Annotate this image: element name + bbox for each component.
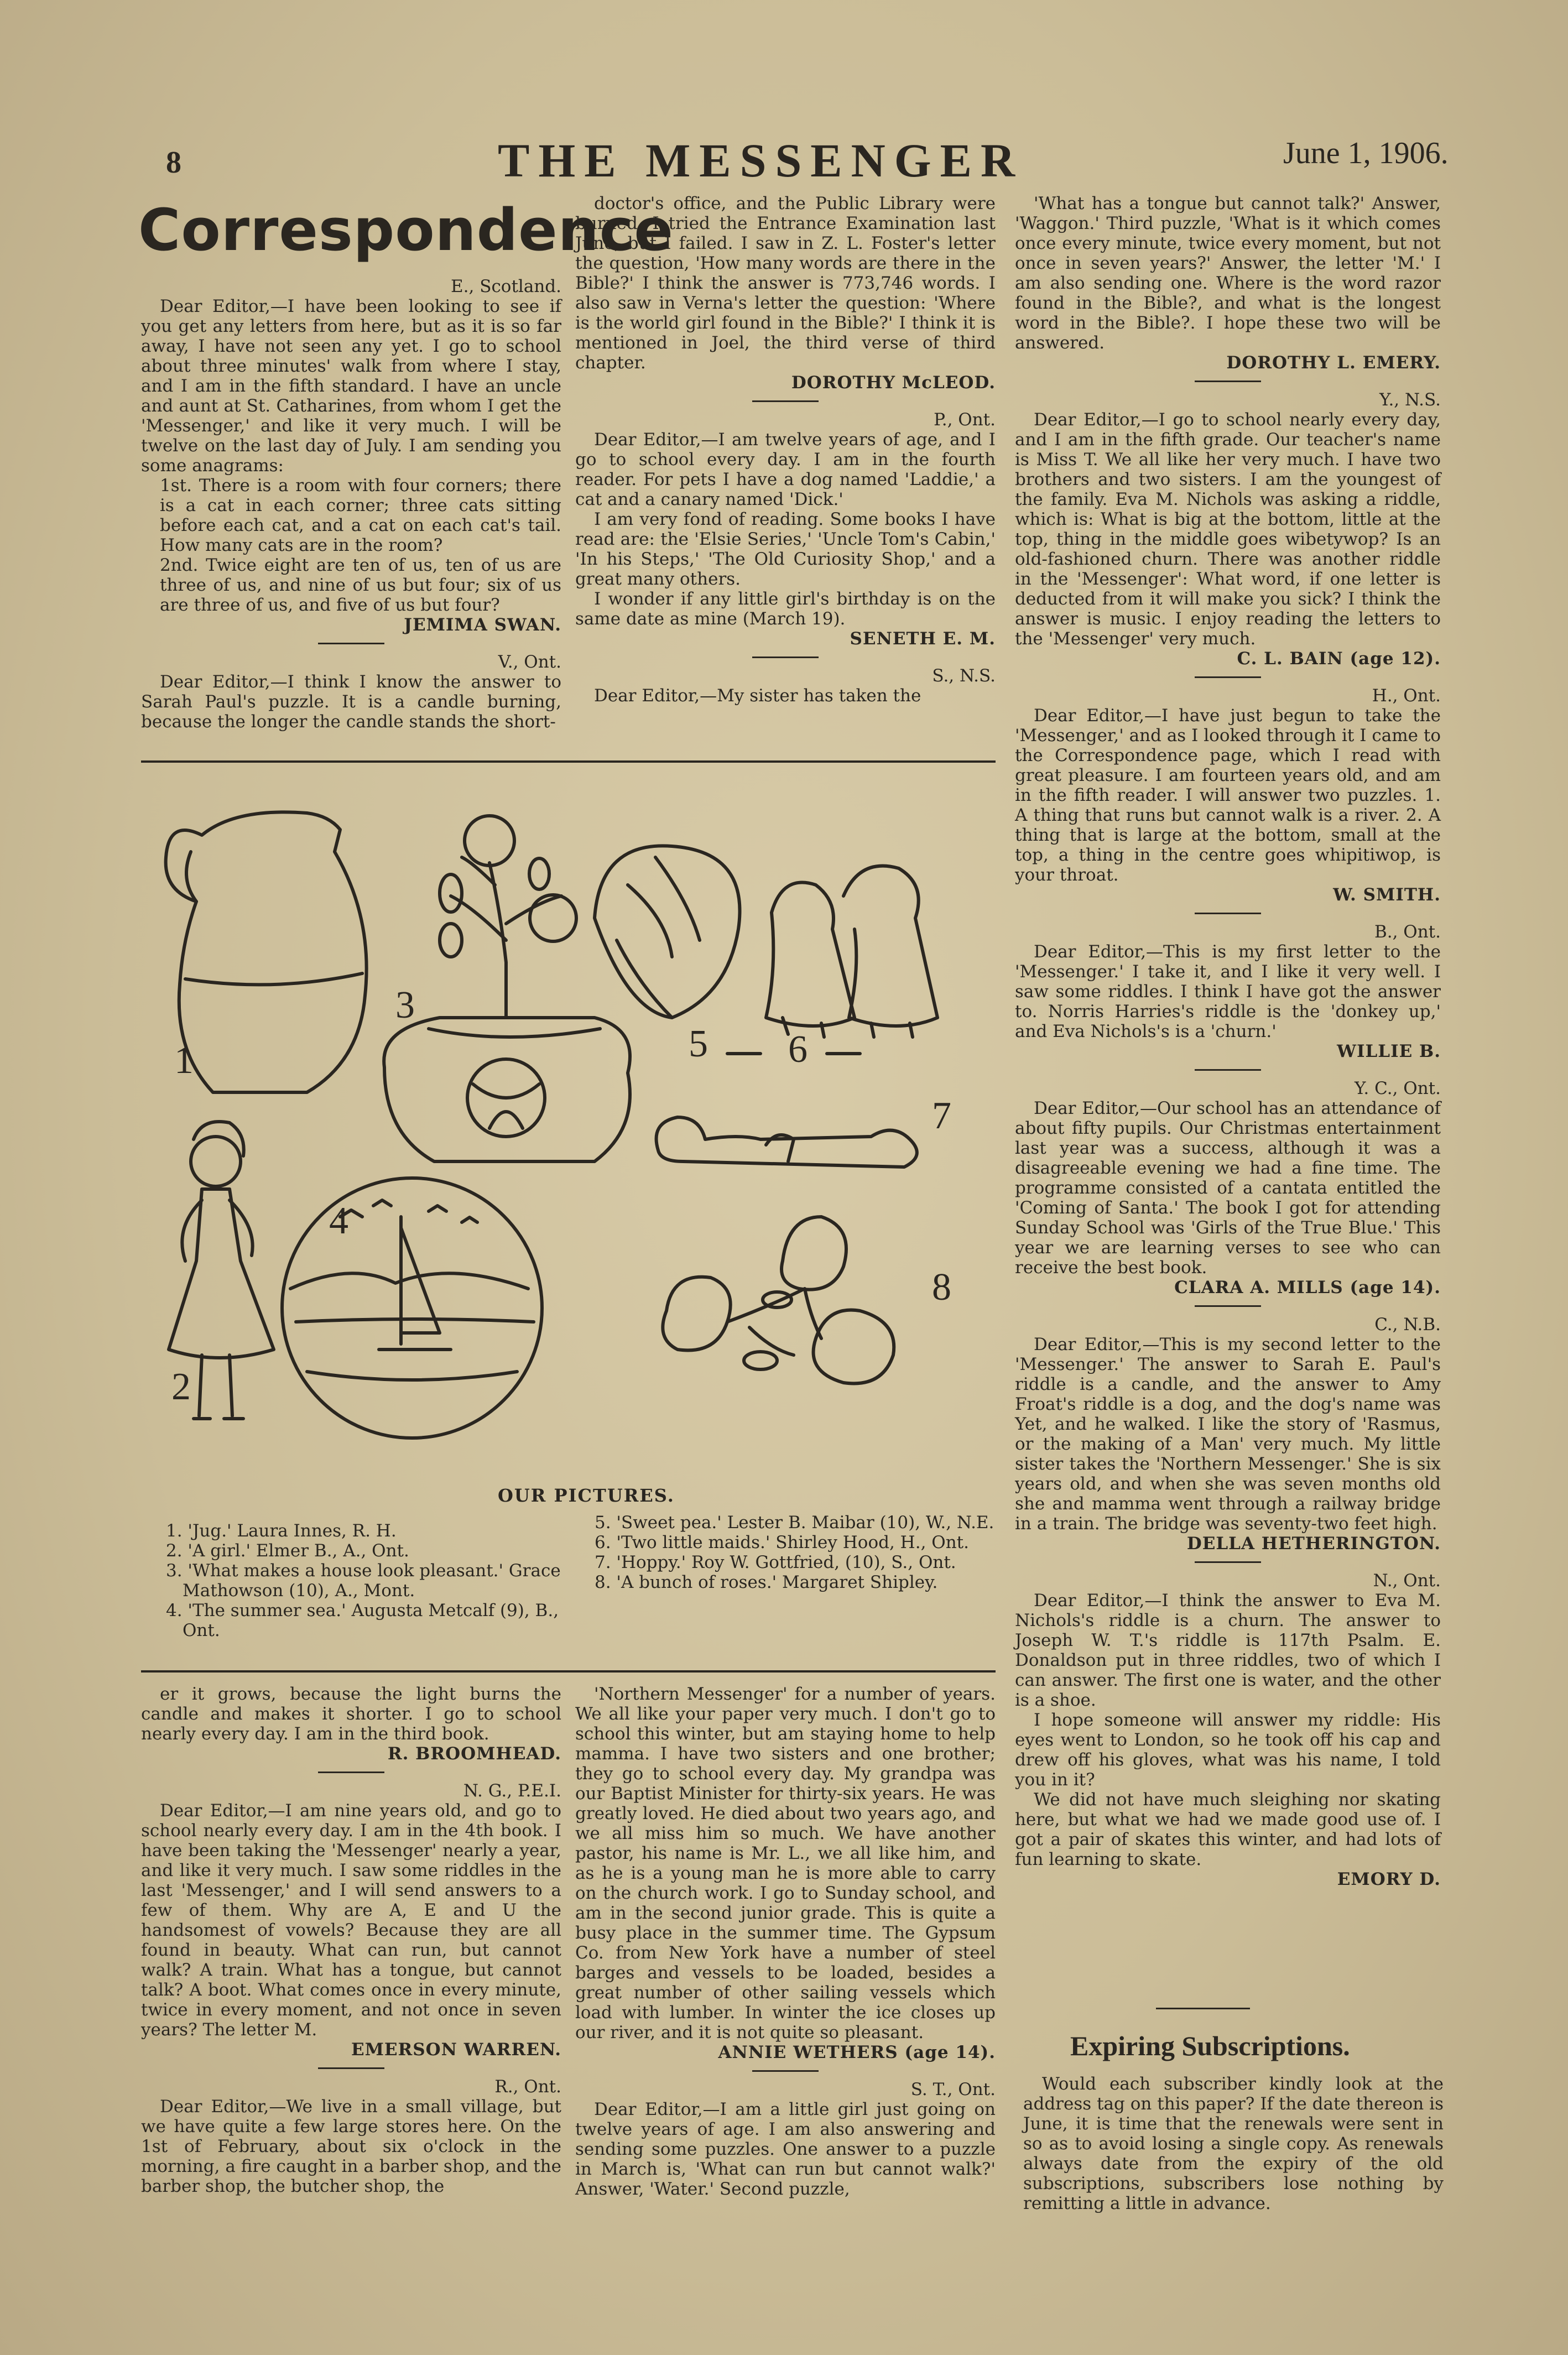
our-pictures-title: OUR PICTURES.: [498, 1485, 675, 1506]
letter-divider: [1195, 1305, 1261, 1307]
letter-text: Dear Editor,—I am nine years old, and go to school nearly every day. I am in the 4th book. I have been taking the 'Messenger' nearly a year, and like it very much. I saw some riddles in the last 'Messenger,' and I will send answers to a few of them. Why are A, E and U the handsomest of vowels? Because they are all found in beauty. What can run, but cannot walk? A train. What has a tongue, but cannot talk? A boot. What comes once in every minute, twice in every moment, and not once in seven years? The letter M.: [141, 1801, 561, 2040]
letter-divider: [752, 657, 819, 658]
letter-text: Dear Editor,—My sister has taken the: [594, 686, 921, 706]
letter-text: Dear Editor,—We live in a small village, but we have quite a few large stores here. On the 1st of February, about six o'clock in the morning, a fire caught in a barber shop, and the barber shop, the butcher shop, the: [141, 2097, 561, 2196]
picture-number-5: 5: [689, 1023, 708, 1065]
letter-location: S. T., Ont.: [910, 2080, 996, 2099]
letter-divider: [318, 2067, 384, 2069]
expiring-subscriptions-title: Expiring Subscriptions.: [1070, 2030, 1350, 2061]
divider-rule-bottom: [141, 1670, 996, 1673]
letter-location: N. G., P.E.I.: [463, 1781, 561, 1801]
letters-column-right: [1015, 194, 1441, 1895]
letter-text: 'What has a tongue but cannot talk?' Answer, 'Waggon.' Third puzzle, 'What is it which comes once every minute, twice every moment, but not once in seven years?' Answer, the letter 'M.' I am also sending one. Where is the word razor found in the Bible?, and what is the longest word in the Bible?. I hope these two will be answered.: [1015, 194, 1441, 353]
summer-sea-drawing: [282, 1178, 542, 1438]
jug-drawing: [166, 812, 367, 1092]
letter-location: H., Ont.: [1372, 686, 1441, 706]
expiring-subscriptions-text: Would each subscriber kindly look at the address tag on this paper? If the date thereon is June, it is time that the renewals were sent in so as to avoid losing a single copy. As renewals always date from the expiry of the old subscriptions, subscribers lose nothing by remitting a little in advance.: [1023, 2074, 1444, 2213]
our-pictures-drawings: [141, 774, 996, 1477]
letter-signature: DOROTHY L. EMERY.: [1226, 353, 1441, 373]
letter-text: I am very fond of reading. Some books I have read are: the 'Elsie Series,' 'Uncle Tom's Cabin,' 'In his Steps,' 'The Old Curiosity Shop,' and a great many others.: [575, 509, 996, 589]
letter-divider: [1195, 676, 1261, 678]
letter-signature: EMORY D.: [1337, 1869, 1441, 1889]
letter-divider: [1195, 1561, 1261, 1563]
picture-number-7: 7: [932, 1095, 951, 1137]
letter-text: We did not have much sleighing nor skating here, but what we had we made good use of. I got a pair of skates this winter, and had lots of fun learning to skate.: [1015, 1790, 1441, 1869]
letter-divider: [318, 1772, 384, 1773]
divider-rule-top: [141, 760, 996, 763]
letter-signature: DELLA HETHERINGTON.: [1186, 1534, 1441, 1554]
letter-text: Dear Editor,—I think the answer to Eva M. Nichols's riddle is a churn. The answer to Joseph W. T.'s riddle is 117th Psalm. E. Donaldson put in three riddles, two of which I can answer. The first one is water, and the other is a shoe.: [1015, 1591, 1441, 1710]
letter-location: P., Ont.: [934, 410, 996, 430]
vase-with-flowers-drawing: [384, 816, 630, 1161]
ornament-rule: [1156, 2008, 1250, 2009]
picture-caption: 5. 'Sweet pea.' Lester B. Maibar (10), W., N.E.: [595, 1513, 994, 1533]
picture-caption: 7. 'Hoppy.' Roy W. Gottfried, (10), S., Ont.: [595, 1552, 956, 1572]
letter-signature: W. SMITH.: [1333, 885, 1441, 905]
letter-location: Y. C., Ont.: [1354, 1078, 1441, 1098]
letter-text: Dear Editor,—I think I know the answer to Sarah Paul's puzzle. It is a candle burning, because the longer the candle stands the short-: [141, 672, 561, 732]
picture-caption: 8. 'A bunch of roses.' Margaret Shipley.: [595, 1572, 938, 1592]
letter-text: Dear Editor,—I am a little girl just going on twelve years of age. I am also answering and sending some puzzles. One answer to a puzzle in March is, 'What can run but cannot walk?' Answer, 'Water.' Second puzzle,: [575, 2099, 996, 2199]
picture-caption: 3. 'What makes a house look pleasant.' Grace Mathowson (10), A., Mont.: [166, 1561, 561, 1601]
letter-location: Y., N.S.: [1379, 390, 1441, 410]
letter-text: Dear Editor,—This is my first letter to the 'Messenger.' I take it, and I like it very well. I saw some riddles. I think I have got the answer to. Norris Harries's riddle is the 'donkey up,' and Eva Nichols's is a 'churn.': [1015, 942, 1441, 1041]
anagram-item: 1st. There is a room with four corners; there is a cat in each corner; three cats sitting before each cat, and a cat on each cat's tail. How many cats are in the room?: [160, 476, 561, 555]
letter-text: 'Northern Messenger' for a number of years. We all like your paper very much. I don't go to school this winter, but am staying home to help mamma. I have two sisters and one brother; they go to school every day. My grandpa was our Baptist Minister for thirty-six years. He was greatly loved. He died about two years ago, and we all miss him so much. We have another pastor, his name is Mr. L., we all like him, and as he is a young man he is more able to carry on the church work. I go to Sunday school, and am in the second junior grade. This is quite a busy place in the summer time. The Gypsum Co. from New York have a number of steel barges and vessels to be loaded, besides a great number of other sailing vessels which load with lumber. In winter the ice closes up our river, and it is not quite so pleasant.: [575, 1684, 996, 2043]
picture-caption: 4. 'The summer sea.' Augusta Metcalf (9), B., Ont.: [166, 1601, 559, 1640]
picture-number-8: 8: [932, 1266, 951, 1309]
picture-captions-right: [595, 1513, 1004, 1592]
letter-text: Dear Editor,—I have been looking to see if you get any letters from here, but as it is so far away, I have not seen any yet. I go to school about three minutes' walk from where I stay, and I am in the fifth standard. I have an uncle and aunt at St. Catharines, from whom I get the 'Messenger,' and like it very much. I will be twelve on the last day of July. I am sending you some anagrams:: [141, 296, 561, 476]
picture-number-1: 1: [174, 1039, 194, 1082]
picture-number-4: 4: [329, 1200, 348, 1242]
letter-location: C., N.B.: [1374, 1315, 1441, 1335]
picture-caption: 1. 'Jug.' Laura Innes, R. H.: [166, 1521, 397, 1541]
picture-number-6: 6: [788, 1028, 808, 1071]
letter-text: Dear Editor,—I go to school nearly every day, and I am in the fifth grade. Our teacher's name is Miss T. We all like her very much. I have two brothers and two sisters. I am the youngest of the family. Eva M. Nichols was asking a riddle, which is: What is big at the bottom, little at the top, thing in the middle goes wibetywop? Is an old-fashioned churn. There was another riddle in the 'Messenger': What word, if one letter is deducted from it will make you sick? I think the answer is music. I enjoy reading the letters to the 'Messenger' very much.: [1015, 410, 1441, 649]
letter-location: R., Ont.: [494, 2077, 561, 2097]
hoppy-frogs-drawing: [657, 1117, 917, 1167]
letter-location: E., Scotland.: [451, 277, 561, 296]
letter-text: Dear Editor,—Our school has an attendance of about fifty pupils. Our Christmas entertainment last year was a success, although it was a disagreeable evening we had a fine time. The programme consisted of a cantata entitled the 'Coming of Santa.' The book I got for attending Sunday School was 'Girls of the True Blue.' This year we are learning verses to see who can receive the best book.: [1015, 1098, 1441, 1278]
letter-divider: [1195, 913, 1261, 914]
letter-location: N., Ont.: [1373, 1571, 1441, 1591]
letter-location: S., N.S.: [932, 666, 996, 686]
picture-captions-left: [166, 1521, 575, 1640]
picture-caption: 2. 'A girl.' Elmer B., A., Ont.: [166, 1541, 409, 1561]
picture-number-2: 2: [171, 1366, 191, 1408]
letter-signature: ANNIE WETHERS (age 14).: [718, 2043, 996, 2062]
letter-location: B., Ont.: [1374, 922, 1441, 942]
letter-text: I hope someone will answer my riddle: His eyes went to London, so he took off his cap and drew off his gloves, what was his name, I told you in it?: [1015, 1710, 1441, 1790]
letter-divider: [1195, 1069, 1261, 1071]
letter-text: Dear Editor,—I have just begun to take the 'Messenger,' and as I looked through it I came to the Correspondence page, which I read with great pleasure. I am fourteen years old, and am in the fifth reader. I will answer two puzzles. 1. A thing that runs but cannot walk is a river. 2. A thing that is large at the bottom, small at the top, a thing in the centre goes whipitiwop, is your throat.: [1015, 706, 1441, 885]
page-number: 8: [166, 145, 181, 180]
picture-number-3: 3: [395, 984, 415, 1027]
two-little-maids-drawing: [766, 866, 937, 1037]
letters-column-bottom-2: [575, 1684, 996, 2199]
letter-text: doctor's office, and the Public Library were burned. I tried the Entrance Examination last June, but I failed. I saw in Z. L. Foster's letter the question, 'How many words are there in the Bible?' I think the answer is 773,746 words. I also saw in Verna's letter the question: 'Where is the world girl found in the Bible?' I think it is mentioned in Joel, the third verse of third chapter.: [575, 194, 996, 373]
sweet-pea-drawing: [595, 846, 740, 1018]
letter-divider: [752, 2070, 819, 2072]
picture-caption: 6. 'Two little maids.' Shirley Hood, H., Ont.: [595, 1533, 969, 1552]
letter-divider: [1195, 381, 1261, 382]
letters-column-bottom-1: [141, 1684, 561, 2196]
letter-divider: [752, 400, 819, 402]
letter-signature: C. L. BAIN (age 12).: [1237, 649, 1441, 669]
letter-location: V., Ont.: [498, 652, 561, 672]
anagram-item: 2nd. Twice eight are ten of us, ten of us are three of us, and nine of us but four; six of us are three of us, and five of us but four?: [160, 555, 561, 615]
letter-signature: DOROTHY McLEOD.: [791, 373, 996, 393]
section-title: Correspondence: [138, 196, 674, 264]
roses-drawing: [663, 1217, 894, 1383]
expiring-subscriptions-notice: [1023, 2074, 1444, 2213]
letter-signature: R. BROOMHEAD.: [387, 1744, 561, 1764]
letters-column-top-2: [575, 194, 996, 706]
letter-signature: EMERSON WARREN.: [351, 2040, 561, 2060]
letter-signature: SENETH E. M.: [850, 629, 996, 649]
letter-signature: CLARA A. MILLS (age 14).: [1174, 1278, 1441, 1298]
letter-text: I wonder if any little girl's birthday is on the same date as mine (March 19).: [575, 589, 996, 629]
issue-date: June 1, 1906.: [1283, 136, 1449, 170]
letter-signature: JEMIMA SWAN.: [404, 615, 561, 635]
letter-text: er it grows, because the light burns the candle and makes it shorter. I go to school nearly every day. I am in the third book.: [141, 1684, 561, 1744]
letters-column-top-1: [141, 271, 561, 732]
letter-signature: WILLIE B.: [1337, 1041, 1441, 1061]
masthead: THE MESSENGER: [498, 134, 1024, 187]
letter-text: Dear Editor,—I am twelve years of age, and I go to school every day. I am in the fourth reader. For pets I have a dog named 'Laddie,' a cat and a canary named 'Dick.': [575, 430, 996, 509]
letter-text: Dear Editor,—This is my second letter to the 'Messenger.' The answer to Sarah E. Paul's riddle is a candle, and the answer to Amy Froat's riddle is a dog, and the dog's name was Yet, and he walked. I like the story of 'Rasmus, or the making of a Man' very much. My little sister takes the 'Northern Messenger.' She is six years old, and when she was seven months old she and mamma went through a railway bridge in a train. The bridge was seventy-two feet high.: [1015, 1335, 1441, 1534]
letter-divider: [318, 643, 384, 644]
